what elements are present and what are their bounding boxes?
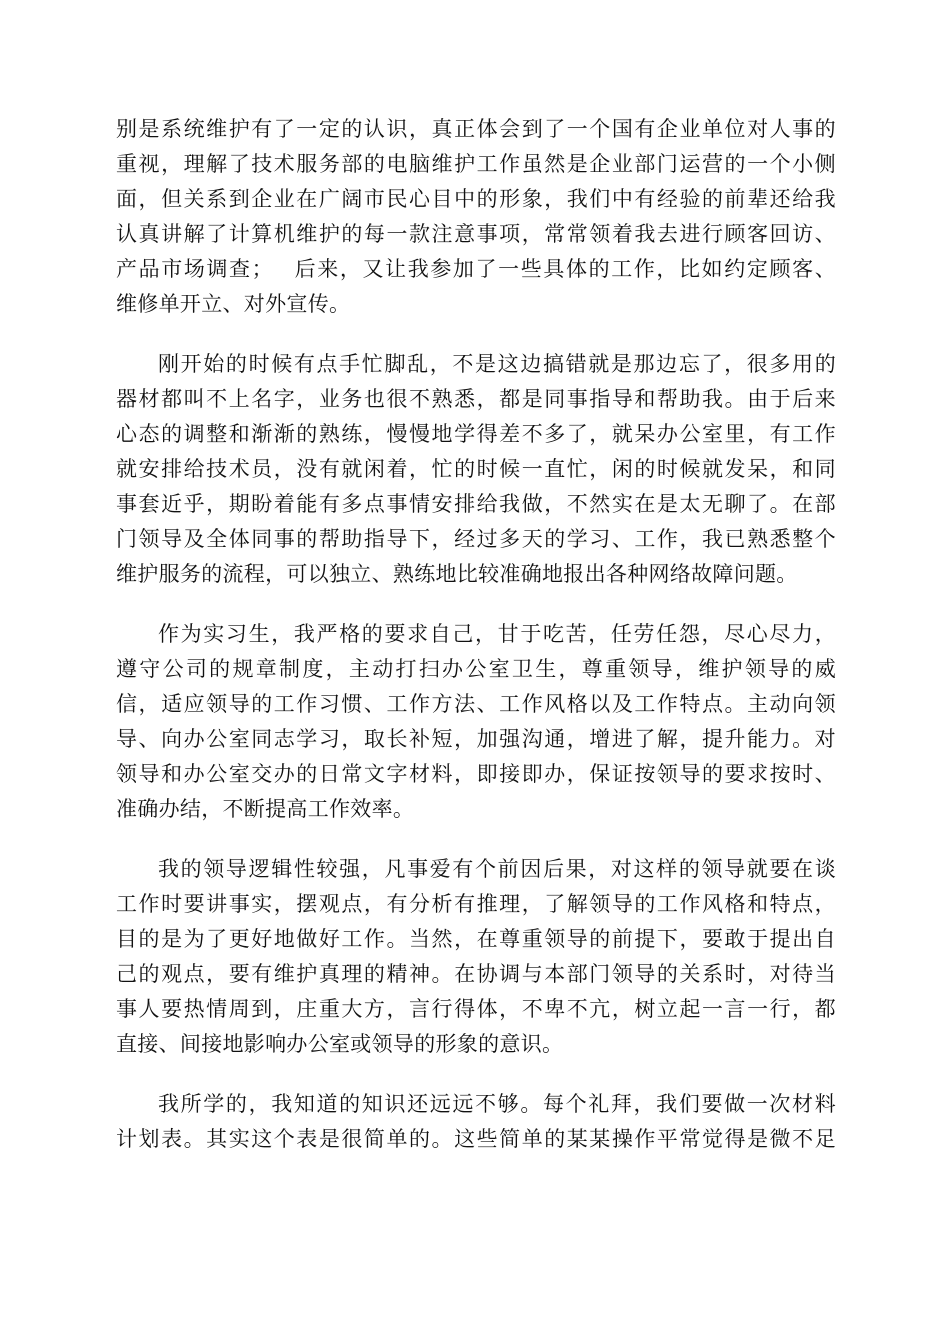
text-line: 计划表。其实这个表是很简单的。这些简单的某某操作平常觉得是微不足 — [116, 1127, 836, 1151]
paragraph-1 — [116, 112, 836, 322]
text-line: 己的观点，要有维护真理的精神。在协调与本部门领导的关系时，对待当 — [116, 962, 836, 986]
text-line: 别是系统维护有了一定的认识，真正体会到了一个国有企业单位对人事的 — [116, 117, 836, 141]
paragraph-3 — [116, 617, 836, 827]
text-line: 遵守公司的规章制度，主动打扫办公室卫生，尊重领导，维护领导的威 — [116, 657, 836, 681]
text-line: 信，适应领导的工作习惯、工作方法、工作风格以及工作特点。主动向领 — [116, 692, 836, 716]
text-line: 直接、间接地影响办公室或领导的形象的意识。 — [116, 1032, 564, 1056]
text-line: 事人要热情周到，庄重大方，言行得体，不卑不亢，树立起一言一行，都 — [116, 997, 836, 1021]
text-line: 产品市场调查； 后来，又让我参加了一些具体的工作，比如约定顾客、 — [116, 257, 836, 281]
text-line: 就安排给技术员，没有就闲着，忙的时候一直忙，闲的时候就发呆，和同 — [116, 457, 836, 481]
text-line: 面，但关系到企业在广阔市民心目中的形象，我们中有经验的前辈还给我 — [116, 187, 836, 211]
text-line: 器材都叫不上名字，业务也很不熟悉，都是同事指导和帮助我。由于后来 — [116, 387, 836, 411]
text-line: 维护服务的流程，可以独立、熟练地比较准确地报出各种网络故障问题。 — [116, 562, 798, 586]
paragraph-5 — [116, 1087, 836, 1157]
text-line: 门领导及全体同事的帮助指导下，经过多天的学习、工作，我已熟悉整个 — [116, 527, 836, 551]
text-line: 心态的调整和渐渐的熟练，慢慢地学得差不多了，就呆办公室里，有工作 — [116, 422, 836, 446]
text-line: 事套近乎，期盼着能有多点事情安排给我做，不然实在是太无聊了。在部 — [116, 492, 836, 516]
text-line: 认真讲解了计算机维护的每一款注意事项，常常领着我去进行顾客回访、 — [116, 222, 836, 246]
text-line: 导、向办公室同志学习，取长补短，加强沟通，增进了解，提升能力。对 — [116, 727, 836, 751]
text-line: 刚开始的时候有点手忙脚乱，不是这边搞错就是那边忘了，很多用的 — [158, 352, 836, 376]
text-line: 目的是为了更好地做好工作。当然，在尊重领导的前提下，要敢于提出自 — [116, 927, 836, 951]
text-line: 我所学的，我知道的知识还远远不够。每个礼拜，我们要做一次材料 — [158, 1092, 836, 1116]
text-line: 领导和办公室交办的日常文字材料，即接即办，保证按领导的要求按时、 — [116, 762, 836, 786]
text-line: 维修单开立、对外宣传。 — [116, 292, 351, 316]
text-line: 重视，理解了技术服务部的电脑维护工作虽然是企业部门运营的一个小侧 — [116, 152, 836, 176]
paragraph-2 — [116, 347, 836, 592]
text-line: 准确办结，不断提高工作效率。 — [116, 797, 415, 821]
text-line: 作为实习生，我严格的要求自己，甘于吃苦，任劳任怨，尽心尽力， — [158, 622, 836, 646]
document-body — [116, 112, 836, 1182]
paragraph-4 — [116, 852, 836, 1062]
text-line: 工作时要讲事实，摆观点，有分析有推理，了解领导的工作风格和特点， — [116, 892, 836, 916]
text-line: 我的领导逻辑性较强，凡事爱有个前因后果，对这样的领导就要在谈 — [158, 857, 836, 881]
